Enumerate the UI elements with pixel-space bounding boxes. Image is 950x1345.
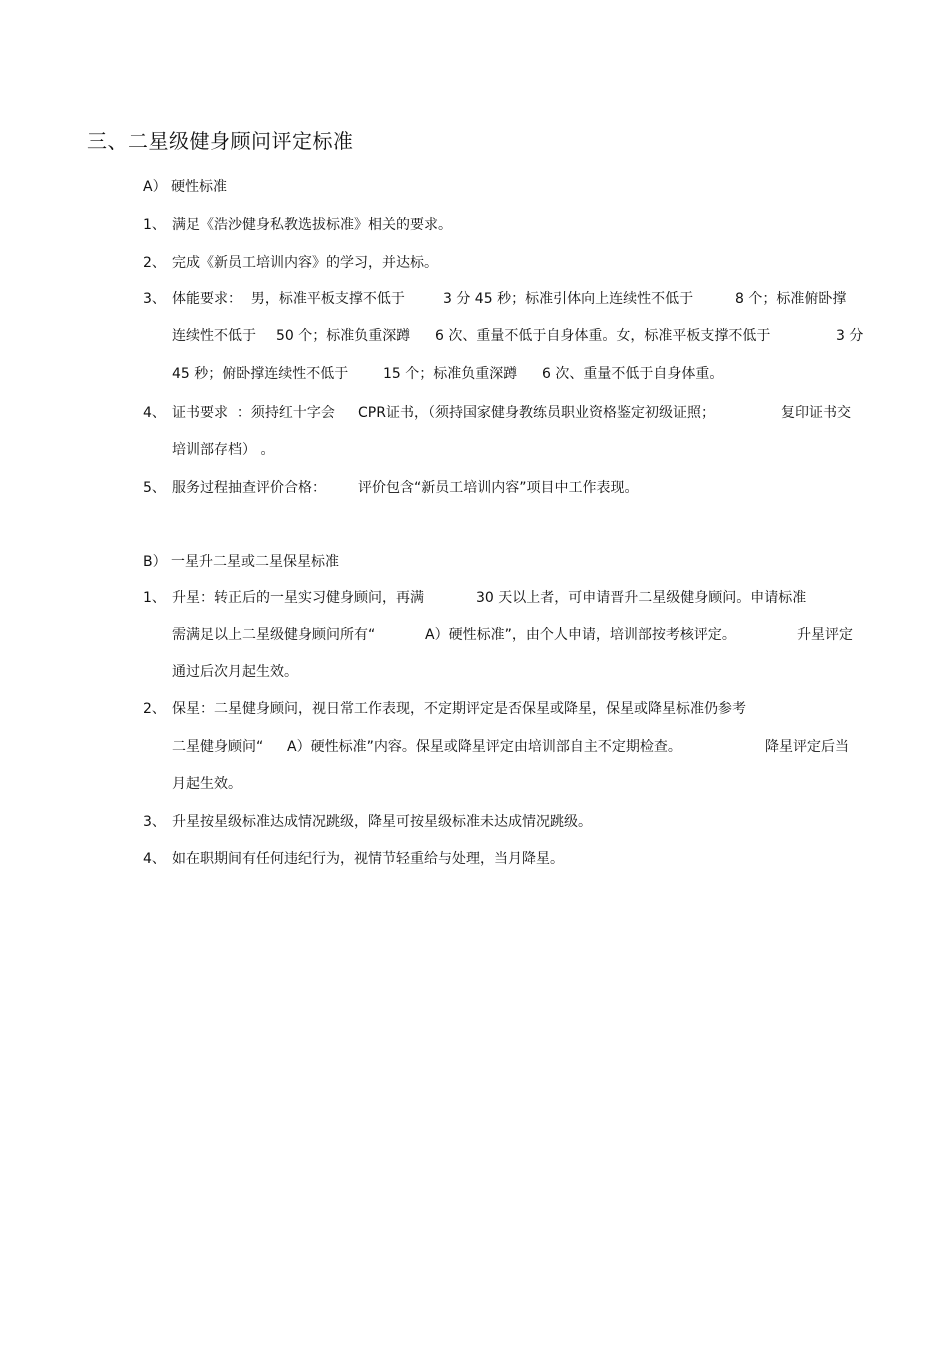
- item-text: 月起生效。: [172, 776, 242, 792]
- section-b-heading: B） 一星升二星或二星保星标准: [143, 554, 340, 570]
- item-text: 通过后次月起生效。: [172, 664, 298, 680]
- item-text: 升星按星级标准达成情况跳级，降星可按星级标准未达成情况跳级。: [172, 814, 592, 830]
- item-text: 完成《新员工培训内容》的学习，并达标。: [172, 255, 438, 271]
- item-text: 30 天以上者，可申请晋升二星级健身顾问。申请标准: [476, 590, 807, 606]
- item-text: 如在职期间有任何违纪行为，视情节轻重给与处理，当月降星。: [172, 851, 564, 867]
- item-text: 证书要求 ：须持红十字会: [172, 405, 335, 421]
- item-text: 15 个；标准负重深蹲: [383, 366, 518, 382]
- item-text: 连续性不低于: [172, 328, 256, 344]
- section-a-heading: A） 硬性标准: [143, 179, 228, 195]
- item-number: 3、: [143, 814, 166, 830]
- item-text: 体能要求： 男，标准平板支撑不低于: [172, 291, 405, 307]
- item-text: 降星评定后当: [765, 739, 849, 755]
- item-text: A）硬性标准”，由个人申请，培训部按考核评定。: [425, 627, 736, 643]
- item-text: 3 分: [836, 328, 864, 344]
- section-title: 三、二星级健身顾问评定标准: [87, 129, 354, 153]
- item-text: 复印证书交: [781, 405, 851, 421]
- item-number: 3、: [143, 291, 166, 307]
- item-number: 5、: [143, 480, 166, 496]
- item-text: 3 分 45 秒；标准引体向上连续性不低于: [443, 291, 694, 307]
- item-text: 6 次、重量不低于自身体重。女，标准平板支撑不低于: [435, 328, 771, 344]
- item-text: 服务过程抽查评价合格：: [172, 480, 326, 496]
- item-text: 45 秒；俯卧撑连续性不低于: [172, 366, 349, 382]
- item-text: 二星健身顾问“: [172, 739, 264, 755]
- item-text: 评价包含“新员工培训内容”项目中工作表现。: [358, 480, 639, 496]
- item-text: 升星评定: [797, 627, 853, 643]
- item-text: CPR证书，（须持国家健身教练员职业资格鉴定初级证照；: [358, 405, 715, 421]
- item-text: 50 个；标准负重深蹲: [276, 328, 411, 344]
- item-text: 培训部存档） 。: [172, 442, 275, 458]
- item-text: 8 个；标准俯卧撑: [735, 291, 847, 307]
- item-text: 升星：转正后的一星实习健身顾问，再满: [172, 590, 424, 606]
- item-text: 6 次、重量不低于自身体重。: [542, 366, 724, 382]
- item-number: 4、: [143, 405, 166, 421]
- item-text: 保星：二星健身顾问，视日常工作表现，不定期评定是否保星或降星，保星或降星标准仍参考: [172, 701, 746, 717]
- item-text: 满足《浩沙健身私教选拔标准》相关的要求。: [172, 217, 452, 233]
- item-number: 4、: [143, 851, 166, 867]
- item-text: 需满足以上二星级健身顾问所有“: [172, 627, 376, 643]
- item-number: 2、: [143, 701, 166, 717]
- item-number: 2、: [143, 255, 166, 271]
- item-text: A）硬性标准”内容。保星或降星评定由培训部自主不定期检查。: [287, 739, 682, 755]
- item-number: 1、: [143, 590, 166, 606]
- item-number: 1、: [143, 217, 166, 233]
